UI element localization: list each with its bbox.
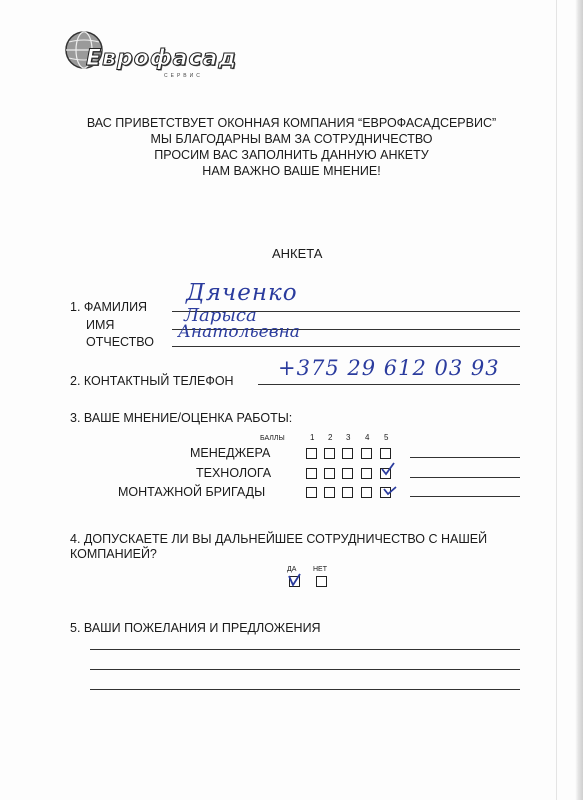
manager-score-4-checkbox[interactable]	[361, 448, 372, 459]
technologist-score-2-checkbox[interactable]	[324, 468, 335, 479]
rating-row-technologist-label: ТЕХНОЛОГА	[196, 466, 272, 480]
manager-score-3-checkbox[interactable]	[342, 448, 353, 459]
cooperation-question-line-2: КОМПАНИЕЙ?	[70, 547, 157, 561]
greeting-line-2: МЫ БЛАГОДАРНЫ ВАМ ЗА СОТРУДНИЧЕСТВО	[150, 132, 433, 146]
logo-subtitle: СЕРВИС	[164, 73, 203, 79]
scale-1: 1	[310, 433, 315, 442]
check-mark-icon	[288, 573, 302, 587]
rating-row-manager-label: МЕНЕДЖЕРА	[190, 446, 271, 460]
suggestions-line-3[interactable]	[90, 689, 520, 690]
rating-label: 3. ВАШЕ МНЕНИЕ/ОЦЕНКА РАБОТЫ:	[70, 411, 293, 425]
technologist-score-3-checkbox[interactable]	[342, 468, 353, 479]
installation-comment-line[interactable]	[410, 496, 520, 497]
check-mark-icon	[381, 462, 395, 476]
scale-label: БАЛЛЫ	[260, 435, 285, 442]
no-label: НЕТ	[313, 566, 327, 573]
phone-label: 2. КОНТАКТНЫЙ ТЕЛЕФОН	[70, 374, 234, 388]
yes-label: ДА	[287, 566, 297, 573]
technologist-score-4-checkbox[interactable]	[361, 468, 372, 479]
installation-score-1-checkbox[interactable]	[306, 487, 317, 498]
check-mark-icon	[383, 483, 397, 497]
technologist-score-1-checkbox[interactable]	[306, 468, 317, 479]
rating-row-installation-label: МОНТАЖНОЙ БРИГАДЫ	[118, 485, 266, 499]
no-checkbox[interactable]	[316, 576, 327, 587]
surname-label: 1. ФАМИЛИЯ	[70, 300, 148, 314]
installation-score-4-checkbox[interactable]	[361, 487, 372, 498]
cooperation-question-line-1: 4. ДОПУСКАЕТЕ ЛИ ВЫ ДАЛЬНЕЙШЕЕ СОТРУДНИЧЕСТВО С НАШЕЙ	[70, 532, 488, 546]
greeting-line-4: НАМ ВАЖНО ВАШЕ МНЕНИЕ!	[202, 164, 381, 178]
scale-5: 5	[384, 433, 389, 442]
suggestions-line-2[interactable]	[90, 669, 520, 670]
manager-score-2-checkbox[interactable]	[324, 448, 335, 459]
manager-comment-line[interactable]	[410, 457, 520, 458]
name-label: ИМЯ	[86, 318, 115, 332]
company-logo	[64, 30, 238, 80]
suggestions-line-1[interactable]	[90, 649, 520, 650]
phone-field[interactable]: +375 29 612 03 93	[278, 356, 500, 380]
installation-score-2-checkbox[interactable]	[324, 487, 335, 498]
manager-score-5-checkbox[interactable]	[380, 448, 391, 459]
form-title: АНКЕТА	[272, 246, 323, 261]
patronymic-label: ОТЧЕСТВО	[86, 335, 154, 349]
patronymic-field[interactable]: Анатольевна	[178, 322, 300, 342]
surname-field[interactable]: Дяченко	[186, 280, 298, 306]
phone-line	[258, 384, 520, 385]
installation-score-3-checkbox[interactable]	[342, 487, 353, 498]
scale-2: 2	[328, 433, 333, 442]
scale-3: 3	[346, 433, 351, 442]
patronymic-line	[172, 346, 520, 347]
greeting-line-3: ПРОСИМ ВАС ЗАПОЛНИТЬ ДАННУЮ АНКЕТУ	[154, 148, 429, 162]
name-field[interactable]: Ларыса	[184, 305, 257, 326]
scale-4: 4	[365, 433, 370, 442]
logo-brand: Еврофасад	[86, 46, 238, 71]
technologist-comment-line[interactable]	[410, 477, 520, 478]
manager-score-1-checkbox[interactable]	[306, 448, 317, 459]
suggestions-label: 5. ВАШИ ПОЖЕЛАНИЯ И ПРЕДЛОЖЕНИЯ	[70, 621, 321, 635]
greeting-line-1: ВАС ПРИВЕТСТВУЕТ ОКОННАЯ КОМПАНИЯ “ЕВРОФАСАДСЕРВИС”	[86, 116, 497, 130]
